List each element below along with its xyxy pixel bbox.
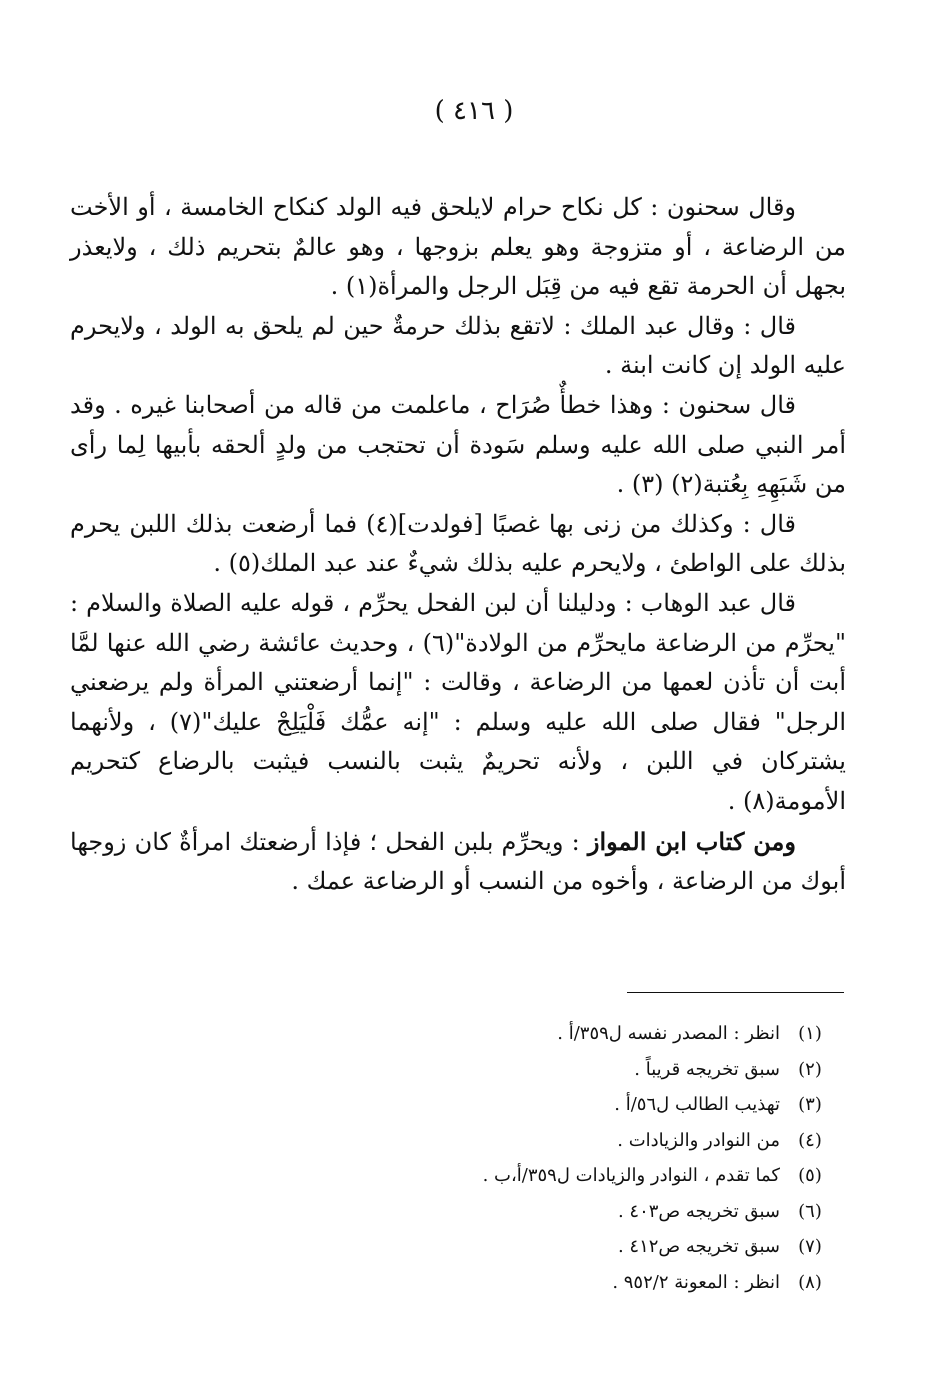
paragraph-6 <box>70 822 846 902</box>
paragraph-text: قال : وكذلك من زنى بها غصبًا [فولدت](٤) فما أرضعت بذلك اللبن يحرم بذلك على الواطئ ، ولايحرم عليه بذلك شيءٌ عند عبد الملك(٥) . <box>70 509 846 578</box>
paragraph-3 <box>70 386 846 505</box>
paragraph-lead: ومن كتاب ابن المواز <box>587 826 797 856</box>
footnote-item <box>320 1087 840 1123</box>
footnote-divider <box>627 992 844 993</box>
footnote-item <box>320 1194 840 1230</box>
paragraph-1 <box>70 188 846 307</box>
footnote-number: (٧) <box>798 1236 822 1258</box>
footnote-item <box>320 1052 840 1088</box>
footnote-number: (١) <box>798 1023 822 1045</box>
paragraph-text: وقال سحنون : كل نكاح حرام لايلحق فيه الولد كنكاح الخامسة ، أو الأخت من الرضاعة ، أو متزوجة وهو يعلم بزوجها ، وهو عالمٌ بتحريم ذلك ، ولايعذر بجهل أن الحرمة تقع فيه من قِبَل الرجل والمرأة(١) . <box>70 193 846 301</box>
paragraph-text: قال : وقال عبد الملك : لاتقع بذلك حرمةٌ حين لم يلحق به الولد ، ولايحرم عليه الولد إن كانت ابنة . <box>70 311 846 380</box>
paragraph-text: قال عبد الوهاب : ودليلنا أن لبن الفحل يحرِّم ، قوله عليه الصلاة والسلام : "يحرِّم من الرضاعة مايحرِّم من الولادة"(٦) ، وحديث عائشة رضي الله عنها لمَّا أبت أن تأذن لعمها من الرضاعة ، وقالت : "إنما أرضعتني المرأة ولم يرضعني الرجل" فقال صلى الله عليه وسلم : "إنه عمُّك فَلْيَلِجْ عليك"(٧) ، ولأنهما يشتركان في اللبن ، ولأنه تحريمٌ يثبت بالنسب فيثبت بالرضاع كتحريم الأمومة(٨) . <box>70 588 846 815</box>
paragraph-text: قال سحنون : وهذا خطأٌ صُرَاح ، ماعلمت من قاله من أصحابنا غيره . وقد أمر النبي صلى الله عليه وسلم سَودة أن تحتجب من ولدٍ ألحقه بأبيها لِما رأى من شَبَهِهِ بِعُتبة(٢) (٣) . <box>70 390 846 499</box>
main-text <box>70 188 846 902</box>
page-number: ( ٤١٦ ) <box>434 96 514 126</box>
paragraph-5 <box>70 584 846 822</box>
footnote-item <box>320 1229 840 1265</box>
paragraph-text: : ويحرِّم بلبن الفحل ؛ فإذا أرضعتك امرأةٌ كان زوجها أبوك من الرضاعة ، وأخوه من النسب أو الرضاعة عمك . <box>70 827 846 896</box>
footnote-text: تهذيب الطالب ل٥٦/أ . <box>614 1094 780 1116</box>
footnote-number: (٥) <box>798 1165 822 1187</box>
footnote-number: (٨) <box>798 1271 822 1293</box>
footnote-number: (٣) <box>798 1094 822 1116</box>
footnote-item <box>320 1016 840 1052</box>
paragraph-4 <box>70 505 846 584</box>
footnotes <box>320 1016 840 1300</box>
footnote-number: (٤) <box>798 1129 822 1151</box>
footnote-text: انظر : المعونة ٩٥٢/٢ . <box>612 1271 780 1293</box>
footnote-text: كما تقدم ، النوادر والزيادات ل٣٥٩/أ،ب . <box>482 1165 780 1187</box>
footnote-number: (٦) <box>798 1200 822 1222</box>
paragraph-2 <box>70 307 846 386</box>
footnote-text: انظر : المصدر نفسه ل٣٥٩/أ . <box>557 1023 780 1045</box>
footnote-item <box>320 1265 840 1301</box>
footnote-text: سبق تخريجه قريباً . <box>634 1058 780 1080</box>
footnote-text: سبق تخريجه ص٤١٢ . <box>617 1236 780 1258</box>
footnote-item <box>320 1158 840 1194</box>
footnote-text: من النوادر والزيادات . <box>617 1129 780 1151</box>
footnote-text: سبق تخريجه ص٤٠٣ . <box>617 1200 780 1222</box>
footnote-item <box>320 1123 840 1159</box>
footnote-number: (٢) <box>798 1058 822 1080</box>
